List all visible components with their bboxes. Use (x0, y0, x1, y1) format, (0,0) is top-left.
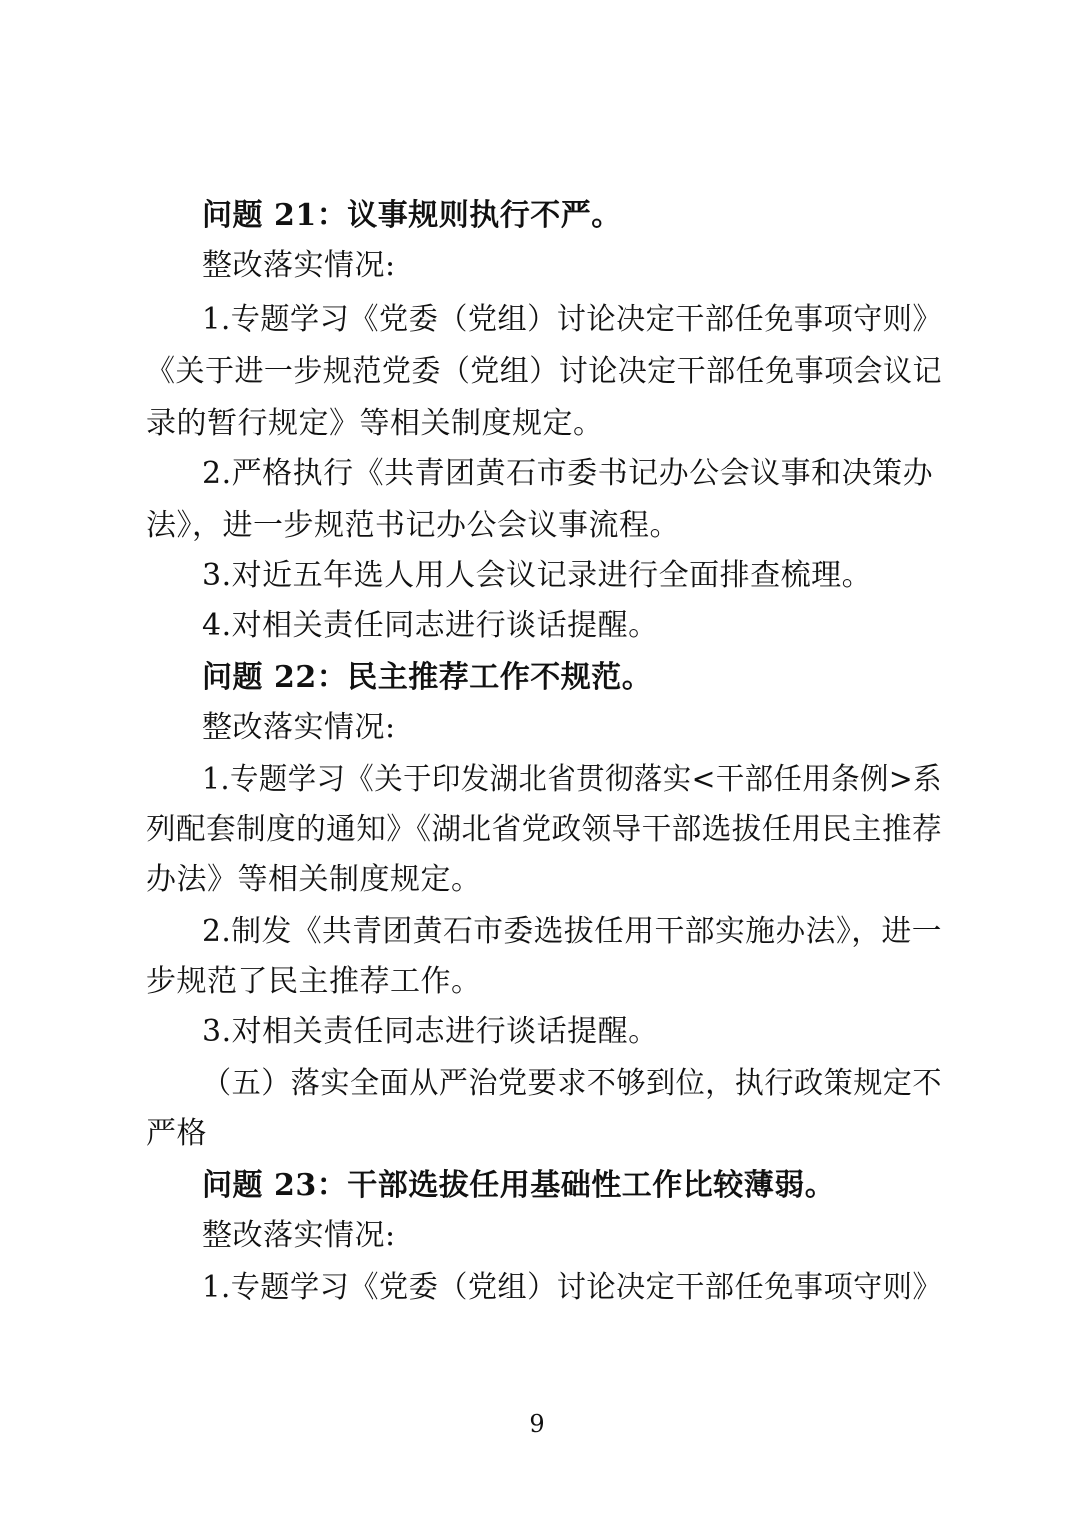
rectification-label: 整改落实情况: (202, 1218, 396, 1253)
paragraph-line: 1.专题学习《党委（党组）讨论决定干部任免事项守则》 (202, 302, 942, 337)
section-five-heading: （五）落实全面从严治党要求不够到位，执行政策规定不 (202, 1066, 942, 1101)
section-five-heading-continued: 严格 (146, 1116, 207, 1151)
paragraph-line: 2.严格执行《共青团黄石市委书记办公会议事和决策办 (202, 456, 934, 491)
paragraph-line: 4.对相关责任同志进行谈话提醒。 (202, 608, 659, 643)
paragraph-line: 1.专题学习《党委（党组）讨论决定干部任免事项守则》 (202, 1270, 942, 1305)
issue-22-heading: 问题 22：民主推荐工作不规范。 (202, 660, 653, 695)
paragraph-line: 2.制发《共青团黄石市委选拔任用干部实施办法》，进一 (202, 914, 942, 949)
issue-23-heading: 问题 23：干部选拔任用基础性工作比较薄弱。 (202, 1168, 836, 1203)
paragraph-line: 步规范了民主推荐工作。 (146, 964, 482, 999)
page-number: 9 (529, 1410, 545, 1438)
paragraph-line: 录的暂行规定》等相关制度规定。 (146, 406, 604, 441)
paragraph-line: 《关于进一步规范党委（党组）讨论决定干部任免事项会议记 (146, 354, 942, 389)
rectification-label: 整改落实情况: (202, 248, 396, 283)
paragraph-line: 3.对相关责任同志进行谈话提醒。 (202, 1014, 659, 1049)
paragraph-line: 3.对近五年选人用人会议记录进行全面排查梳理。 (202, 558, 873, 593)
paragraph-line: 法》，进一步规范书记办公会议事流程。 (146, 508, 680, 543)
rectification-label: 整改落实情况: (202, 710, 396, 745)
paragraph-line: 办法》等相关制度规定。 (146, 862, 482, 897)
paragraph-line: 列配套制度的通知》《湖北省党政领导干部选拔任用民主推荐 (146, 812, 942, 847)
issue-21-heading: 问题 21：议事规则执行不严。 (202, 198, 622, 233)
paragraph-line: 1.专题学习《关于印发湖北省贯彻落实<干部任用条例>系 (202, 762, 942, 797)
